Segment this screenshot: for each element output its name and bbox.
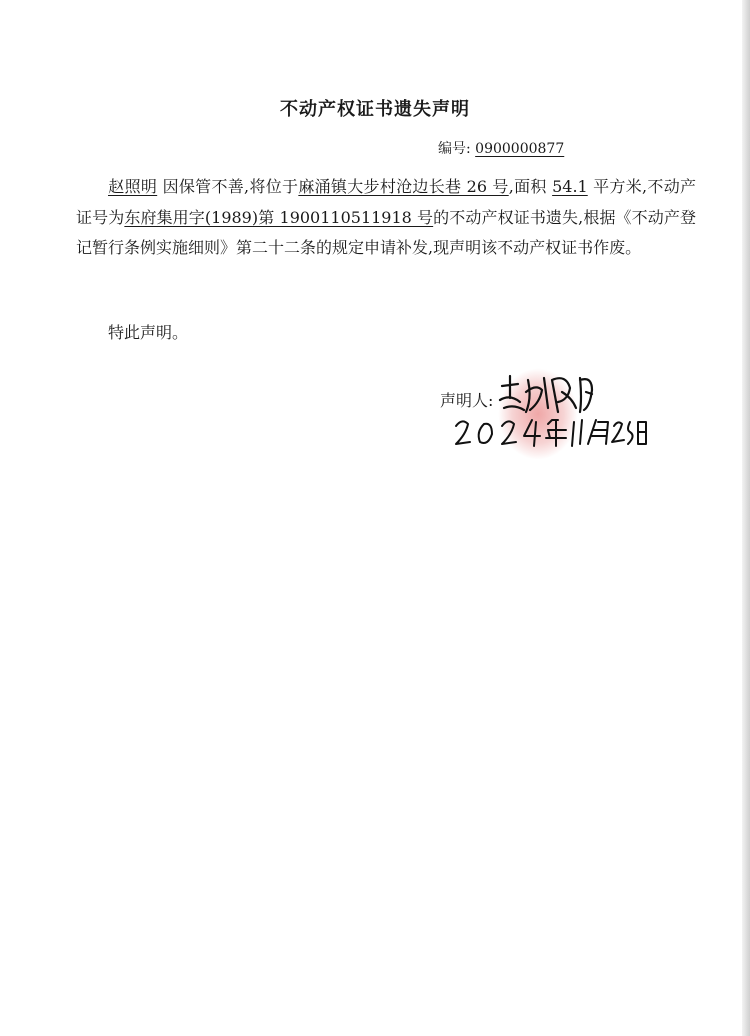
body-text-1: 因保管不善,将位于 (162, 177, 299, 196)
body-text-4: 的不动产权证书遗失,根据《不动产登记暂行条例实施细则》第二十二条的规定申请补发,现声明该不动产权证书作废。 (76, 207, 696, 257)
number-label: 编号: (438, 141, 471, 157)
body-text-3: 平方米,不动产证号为 (76, 177, 696, 227)
declarant-label: 声明人: (440, 391, 494, 410)
handwritten-date (448, 412, 648, 452)
property-area: 54.1 (552, 177, 588, 196)
document-title: 不动产权证书遗失声明 (280, 99, 470, 120)
document-number (438, 138, 564, 158)
declaration-body (76, 172, 696, 264)
number-value: 0900000877 (475, 141, 565, 157)
owner-name: 赵照明 (108, 177, 158, 196)
body-text-2: ,面积 (508, 177, 547, 196)
scan-edge-shadow (742, 0, 750, 1036)
closing-statement: 特此声明。 (108, 323, 189, 342)
property-location: 麻涌镇大步村沧边长巷 26 号 (298, 177, 509, 196)
certificate-number: 东府集用字(1989)第 1900110511918 号 (124, 207, 434, 227)
